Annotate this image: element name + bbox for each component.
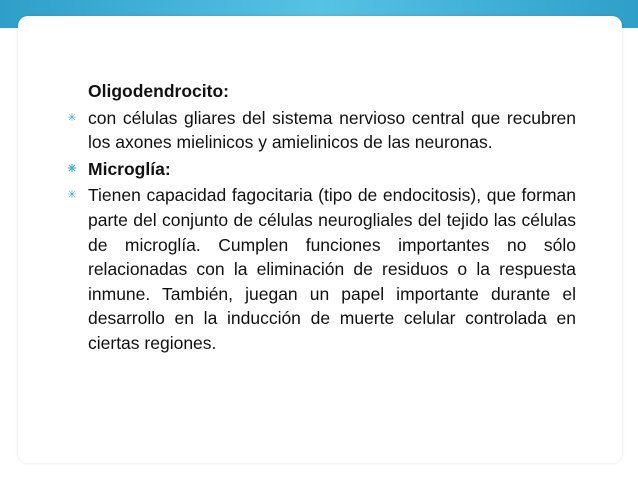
heading-oligodendrocito [64,79,576,104]
heading-microglia [64,157,576,182]
bullet-icon: ✳ [67,162,77,175]
paragraph-oligodendrocito-text: con células gliares del sistema nervioso central que recubren los axones mielinicos y amielinicos de las neuronas. [88,107,576,153]
heading-oligodendrocito-text: Oligodendrocito: [88,81,229,101]
paragraph-microglia-text: Tienen capacidad fagocitaria (tipo de endocitosis), que forman parte del conjunto de células neurogliales del tejido las células de microglía. Cumplen funciones importantes no sólo relacionadas con la eliminación de residuos o la respuesta inmune. También, juegan un papel importante durante el desarrollo en la inducción de muerte celular controlada en ciertas regiones. [88,185,576,353]
heading-microglia-text: Microglía: [88,158,171,179]
paragraph-oligodendrocito [64,106,576,155]
slide-body [64,79,576,358]
paragraph-microglia [64,183,576,355]
bullet-icon: ✳ [67,189,77,202]
bullet-icon: ✳ [67,111,77,124]
